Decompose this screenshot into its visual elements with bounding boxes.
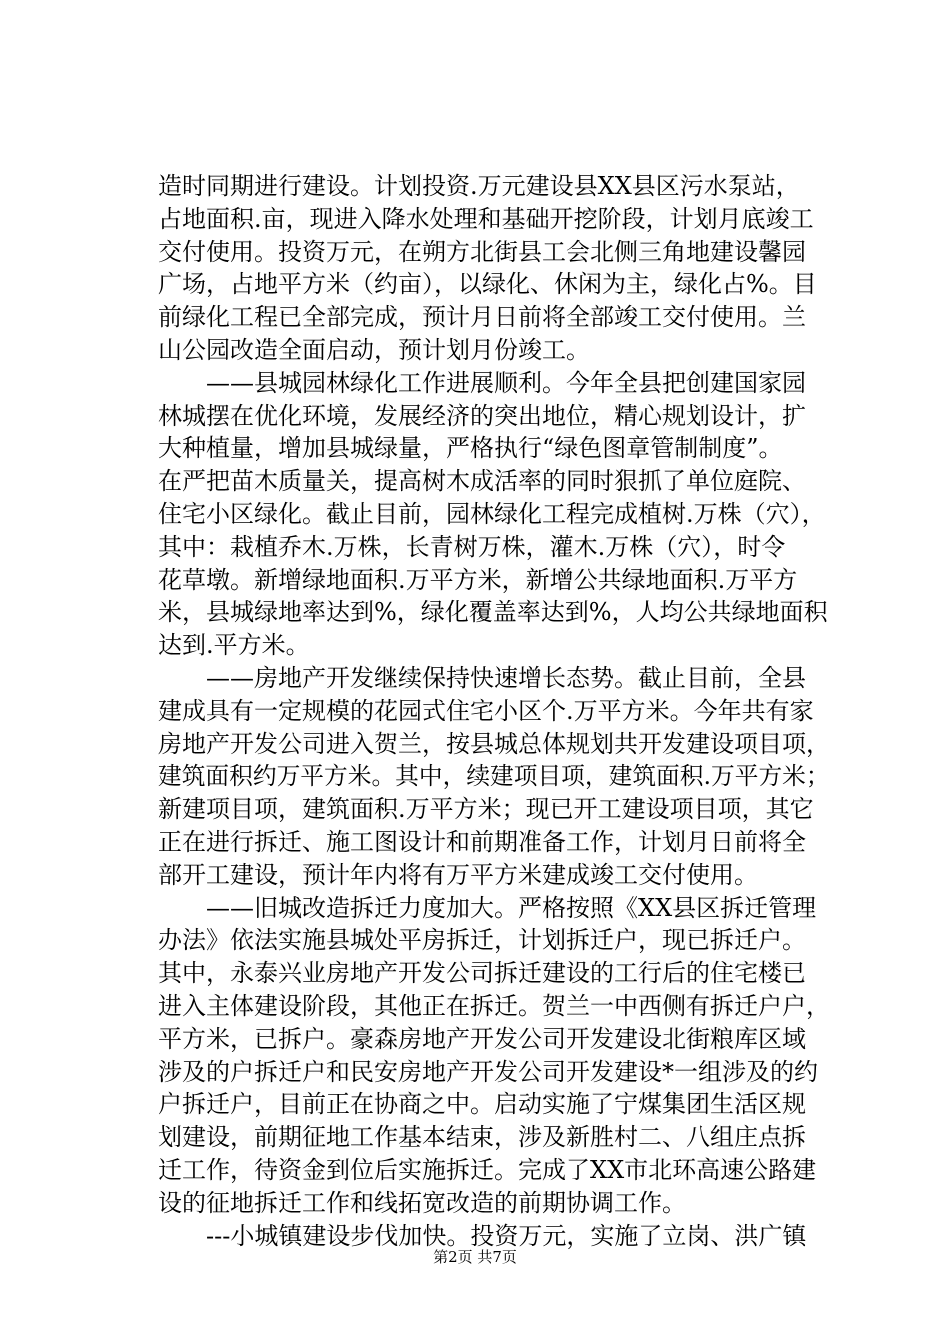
body-text-line: 占地面积.亩，现进入降水处理和基础开挖阶段，计划月底竣工 bbox=[158, 204, 814, 233]
body-text-line: 花草墩。新增绿地面积.万平方米，新增公共绿地面积.万平方 bbox=[158, 565, 798, 594]
body-text-line: 前绿化工程已全部完成，预计月日前将全部竣工交付使用。兰 bbox=[158, 303, 806, 332]
body-text-line: 房地产开发公司进入贺兰，按县城总体规划共开发建设项目项， bbox=[158, 729, 830, 758]
body-text-line: 住宅小区绿化。截止目前，园林绿化工程完成植树.万株（穴）， bbox=[158, 499, 826, 528]
body-text-line: 正在进行拆迁、施工图设计和前期准备工作，计划月日前将全 bbox=[158, 827, 806, 856]
body-text-line: 办法》依法实施县城处平房拆迁，计划拆迁户，现已拆迁户。 bbox=[158, 926, 806, 955]
page-footer: 第2页 共7页 bbox=[433, 1248, 517, 1266]
body-text-line: 达到.平方米。 bbox=[158, 631, 310, 660]
body-text-line: 建筑面积约万平方米。其中，续建项目项，建筑面积.万平方米； bbox=[158, 762, 830, 791]
body-text-line: 进入主体建设阶段，其他正在拆迁。贺兰一中西侧有拆迁户户， bbox=[158, 991, 830, 1020]
body-text-line: 新建项目项，建筑面积.万平方米；现已开工建设项目项，其它 bbox=[158, 795, 814, 824]
body-text-line: 建成具有一定规模的花园式住宅小区个.万平方米。今年共有家 bbox=[158, 696, 814, 725]
body-text-line: 部开工建设，预计年内将有万平方米建成竣工交付使用。 bbox=[158, 860, 758, 889]
body-text-line: 大种植量，增加县城绿量，严格执行“绿色图章管制制度”。 bbox=[158, 434, 783, 463]
body-text-line: 设的征地拆迁工作和线拓宽改造的前期协调工作。 bbox=[158, 1188, 686, 1217]
body-text-line: 造时同期进行建设。计划投资.万元建设县XX县区污水泵站， bbox=[158, 172, 800, 200]
body-text-line: 在严把苗木质量关，提高树木成活率的同时狠抓了单位庭院、 bbox=[158, 467, 806, 496]
body-text-line: 划建设，前期征地工作基本结束，涉及新胜村二、八组庄点拆 bbox=[158, 1123, 806, 1152]
body-text-line: 迁工作，待资金到位后实施拆迁。完成了XX市北环高速公路建 bbox=[158, 1155, 817, 1184]
body-text-line: 平方米，已拆户。豪森房地产开发公司开发建设北街粮库区域 bbox=[158, 1024, 806, 1053]
body-text-line: 米，县城绿地率达到%，绿化覆盖率达到%，人均公共绿地面积 bbox=[158, 598, 828, 627]
document-body bbox=[158, 170, 830, 1252]
body-text-line: 其中，永泰兴业房地产开发公司拆迁建设的工行后的住宅楼已 bbox=[158, 959, 806, 988]
body-text-line: ---小城镇建设步伐加快。投资万元，实施了立岗、洪广镇 bbox=[158, 1221, 807, 1250]
body-text-line: 广场，占地平方米（约亩），以绿化、休闲为主，绿化占%。目 bbox=[158, 270, 817, 299]
body-text-line: 涉及的户拆迁户和民安房地产开发公司开发建设*一组涉及的约 bbox=[158, 1057, 818, 1086]
body-text-line: 林城摆在优化环境，发展经济的突出地位，精心规划设计，扩 bbox=[158, 401, 806, 430]
body-text-line: ——房地产开发继续保持快速增长态势。截止目前，全县 bbox=[158, 663, 806, 692]
body-text-line: ——县城园林绿化工作进展顺利。今年全县把创建国家园 bbox=[158, 368, 806, 397]
body-text-line: 其中：栽植乔木.万株，长青树万株，灌木.万株（穴），时令 bbox=[158, 532, 786, 561]
body-text-line: 户拆迁户，目前正在协商之中。启动实施了宁煤集团生活区规 bbox=[158, 1090, 806, 1119]
body-text-line: ——旧城改造拆迁力度加大。严格按照《XX县区拆迁管理 bbox=[158, 893, 817, 922]
body-text-line: 山公园改造全面启动，预计划月份竣工。 bbox=[158, 335, 590, 364]
body-text-line: 交付使用。投资万元，在朔方北街县工会北侧三角地建设馨园 bbox=[158, 237, 806, 266]
